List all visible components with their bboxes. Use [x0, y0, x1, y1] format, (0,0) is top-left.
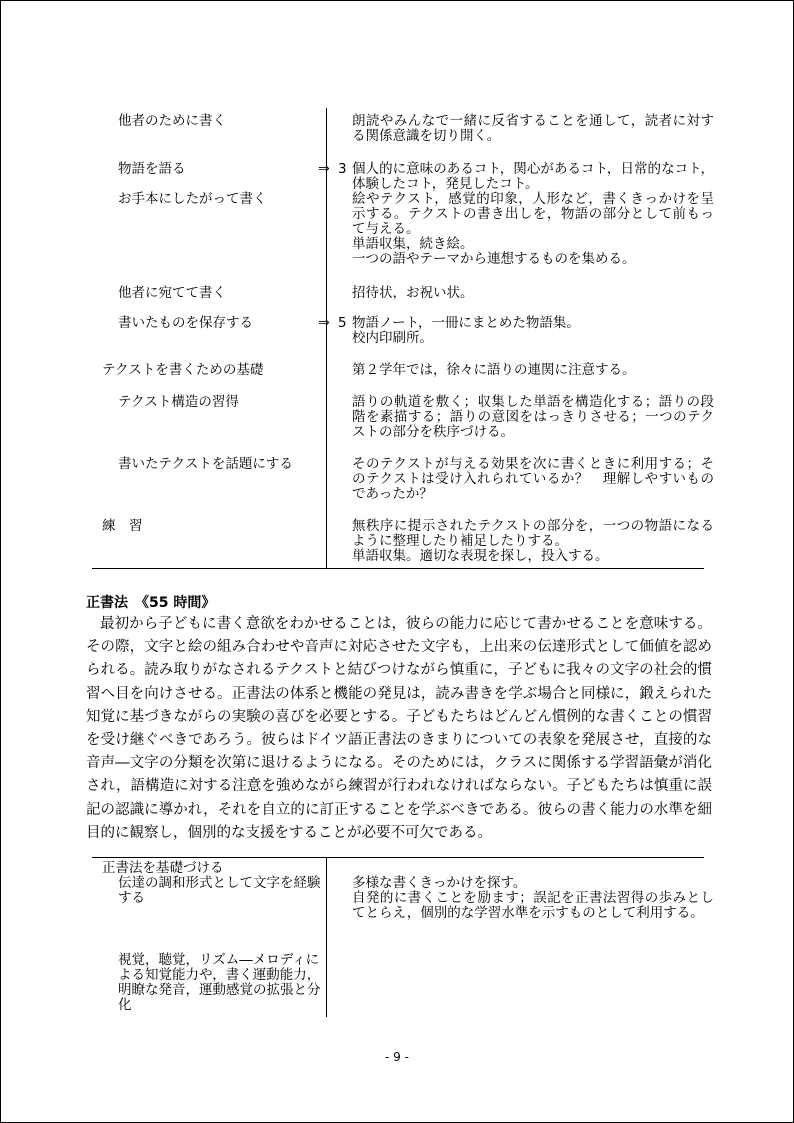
t1-left-0: 他者のために書く	[118, 113, 226, 129]
section-heading: 正書法 《55 時間》	[86, 595, 216, 611]
t1-left-9: テクスト構造の習得	[118, 394, 239, 410]
t1-right-2: 絵やテクスト，感覚的印象，人形など，書くきっかけを呈示する。テクストの書き出しを，物語の部分として前もって与える。	[352, 191, 714, 237]
t1-left-1: 物語を語る	[118, 161, 186, 177]
t1-left-8: テクストを書くための基礎	[102, 362, 264, 378]
t1-left-2: お手本にしたがって書く	[118, 191, 267, 207]
t1-right-1: 個人的に意味のあるコト，関心があるコト，日常的なコト，体験したコト，発見したコト。	[352, 161, 714, 192]
t2-head: 正書法を基礎づける	[102, 860, 224, 876]
t1-right-3: 単語収集，続き絵。	[352, 236, 474, 252]
t1-num-1: 3	[338, 161, 347, 177]
t1-right-0: 朗読やみんなで一緒に反省することを通して，読者に対する関係意識を切り開く。	[352, 113, 714, 144]
t1-left-10: 書いたテクストを話題にする	[118, 456, 293, 472]
t1-right-8: 第２学年では，徐々に語りの連関に注意する。	[352, 362, 636, 378]
t1-right-7: 校内印刷所。	[352, 330, 433, 346]
page-number: - 9 -	[385, 1050, 409, 1064]
t2-right-1b: 自発的に書くことを励ます；誤記を正書法習得の歩みとしてとらえ，個別的な学習水準を示すものとして利用する。	[352, 890, 714, 921]
t1-left-6: 書いたものを保存する	[118, 315, 253, 331]
arrow-icon: ⇒	[318, 315, 330, 331]
table2-top-rule	[92, 857, 704, 858]
table1-divider	[326, 108, 327, 568]
t1-num-6: 5	[338, 315, 347, 331]
t1-right-12: 単語収集。適切な表現を探し，投入する。	[352, 548, 609, 564]
t1-right-6: 物語ノート，一冊にまとめた物語集。	[352, 315, 580, 331]
t2-right-1a: 多様な書くきっかけを探す。	[352, 875, 527, 891]
section-paragraph: 最初から子どもに書く意欲をわかせることは，彼らの能力に応じて書かせることを意味する。その際，文字と絵の組み合わせや音声に対応させた文字も，上出来の伝達形式として価値を認められる。読み取りがなされるテクストと結びつけながら慎重に，子どもに我々の文字の社会的慣習へ目を向けさせる。正書法の体系と機能の発見は，読み書きを学ぶ場合と同様に，鍛えられた知覚に基づきながらの実験の喜びを必要とする。子どもたちはどんどん慣例的な書くことの慣習を受け継ぐべきであろう。彼らはドイツ語正書法のきまりについての表象を発展させ，直接的な音声―文字の分類を次第に退けるようになる。そのためには，クラスに関係する学習語彙が消化され，語構造に対する注意を強めながら練習が行われなければならない。子どもたちは慎重に誤記の認識に導かれ，それを自立的に訂正することを学ぶべきである。彼らの書く能力の水準を細目的に観察し，個別的な支援をすることが必要不可欠である。	[86, 616, 712, 841]
t1-left-5: 他者に宛てて書く	[118, 285, 226, 301]
t1-right-10: そのテクストが与える効果を次に書くときに利用する；そのテクストは受け入れられているか？ 理解しやすいものであったか？	[352, 456, 714, 502]
arrow-icon: ⇒	[318, 161, 330, 177]
table1-bottom-rule	[92, 568, 704, 569]
t1-right-9: 語りの軌道を敷く；収集した単語を構造化する；語りの段階を素描する；語りの意図をはっきりさせる；一つのテクストの部分を秩序づける。	[352, 394, 714, 440]
t1-right-11: 無秩序に提示されたテクストの部分を，一つの物語になるように整理したり補足したりする。	[352, 518, 714, 549]
t2-left-2: 視覚，聴覚，リズム―メロディによる知覚能力や，書く運動能力，明瞭な発音，運動感覚の拡張と分化	[118, 952, 321, 1013]
table2-divider	[326, 858, 327, 1017]
t2-left-1: 伝達の調和形式として文字を経験する	[118, 875, 321, 906]
t1-left-11: 練 習	[102, 518, 143, 534]
t1-right-5: 招待状，お祝い状。	[352, 285, 474, 301]
t1-right-4: 一つの語やテーマから連想するものを集める。	[352, 251, 636, 267]
